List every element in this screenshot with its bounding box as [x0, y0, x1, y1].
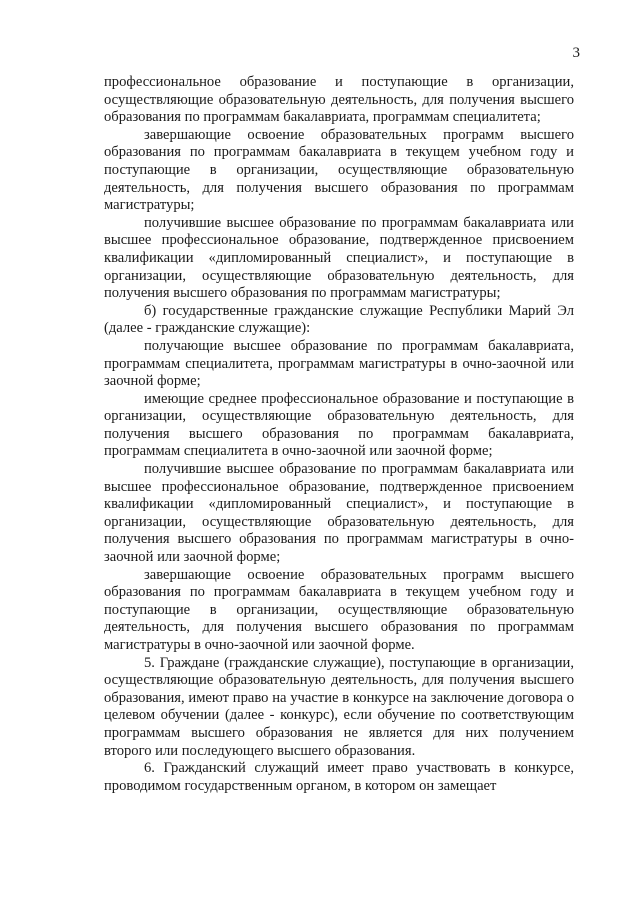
paragraph-9: 5. Граждане (гражданские служащие), поступающие в организации, осуществляющие образовательную деятельность, для получения высшего образования, имеют право на участие в конкурсе на заключение договора о целевом обучении (далее - конкурс), если обучение по соответствующим программам высшего образования не является для них получением второго или последующего высшего образования.	[104, 654, 574, 759]
paragraph-6: имеющие среднее профессиональное образование и поступающие в организации, осуществляющие образовательную деятельность, для получения высшего образования по программам бакалавриата, программам специалитета в очно-заочной или заочной форме;	[104, 390, 574, 460]
paragraph-10: 6. Гражданский служащий имеет право участвовать в конкурсе, проводимом государственным органом, в котором он замещает	[104, 760, 574, 794]
paragraph-4: б) государственные гражданские служащие Республики Марий Эл (далее - гражданские служащие):	[104, 302, 574, 337]
page-number: 3	[572, 45, 580, 61]
paragraph-2: завершающие освоение образовательных программ высшего образования по программам бакалавриата в текущем учебном году и поступающие в организации, осуществляющие образовательную деятельность, для получения высшего образования по программам магистратуры;	[104, 126, 574, 214]
paragraph-5: получающие высшее образование по программам бакалавриата, программам специалитета, программам магистратуры в очно-заочной или заочной форме;	[104, 337, 574, 390]
document-body	[104, 74, 574, 795]
paragraph-7: получившие высшее образование по программам бакалавриата или высшее профессиональное образование, подтвержденное присвоением квалификации «дипломированный специалист», и поступающие в организации, осуществляющие образовательную деятельность, для получения высшего образования по программам магистратуры в очно-заочной или заочной форме;	[104, 461, 574, 566]
paragraph-1: профессиональное образование и поступающие в организации, осуществляющие образовательную деятельность, для получения высшего образования по программам бакалавриата, программам специалитета;	[104, 74, 574, 126]
paragraph-8: завершающие освоение образовательных программ высшего образования по программам бакалавриата в текущем учебном году и поступающие в организации, осуществляющие образовательную деятельность, для получения высшего образования по программам магистратуры в очно-заочной или заочной форме.	[104, 566, 574, 653]
paragraph-3: получившие высшее образование по программам бакалавриата или высшее профессиональное образование, подтвержденное присвоением квалификации «дипломированный специалист», и поступающие в организации, осуществляющие образовательную деятельность, для получения высшего образования по программам магистратуры;	[104, 214, 574, 302]
